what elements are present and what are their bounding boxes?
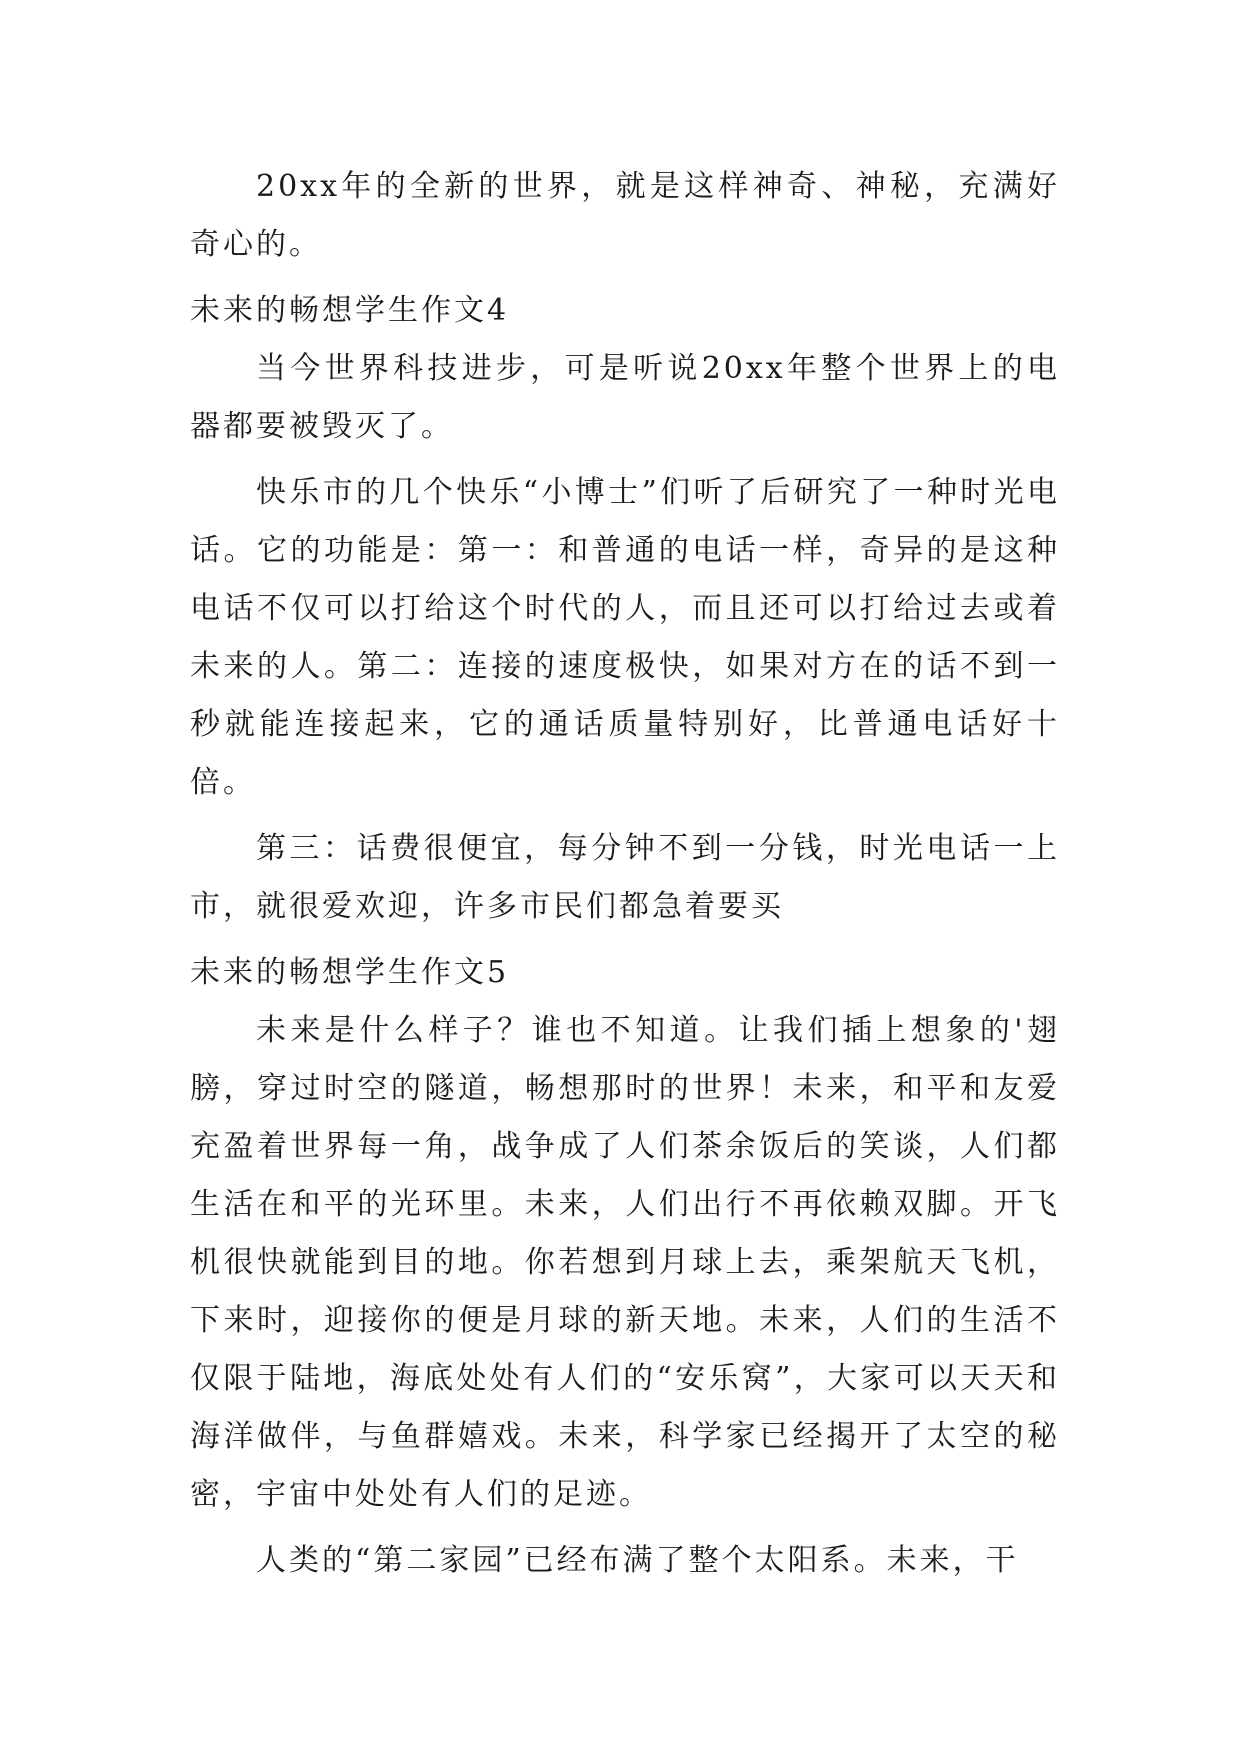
paragraph: 20xx年的全新的世界，就是这样神奇、神秘，充满好奇心的。 <box>190 169 1060 262</box>
paragraph: 第三：话费很便宜，每分钟不到一分钱，时光电话一上市，就很爱欢迎，许多市民们都急着要买 <box>190 831 1060 924</box>
paragraph: 人类的“第二家园”已经布满了整个太阳系。未来，干 <box>256 1543 1019 1578</box>
section-heading: 未来的畅想学生作文5 <box>190 955 510 990</box>
paragraph: 快乐市的几个快乐“小博士”们听了后研究了一种时光电话。它的功能是：第一：和普通的电话一样，奇异的是这种电话不仅可以打给这个时代的人，而且还可以打给过去或着未来的人。第二：连接的速度极快，如果对方在的话不到一秒就能连接起来，它的通话质量特别好，比普通电话好十倍。 <box>190 475 1060 800</box>
document-body <box>190 158 1060 1598</box>
paragraph: 未来是什么样子？谁也不知道。让我们插上想象的'翅膀，穿过时空的隧道，畅想那时的世界！未来，和平和友爱充盈着世界每一角，战争成了人们茶余饭后的笑谈，人们都生活在和平的光环里。未来，人们出行不再依赖双脚。开飞机很快就能到目的地。你若想到月球上去，乘架航天飞机，下来时，迎接你的便是月球的新天地。未来，人们的生活不仅限于陆地，海底处处有人们的“安乐窝”，大家可以天天和海洋做伴，与鱼群嬉戏。未来，科学家已经揭开了太空的秘密，宇宙中处处有人们的足迹。 <box>190 1013 1060 1512</box>
paragraph: 当今世界科技进步，可是听说20xx年整个世界上的电器都要被毁灭了。 <box>190 351 1060 444</box>
section-heading: 未来的畅想学生作文4 <box>190 293 510 328</box>
